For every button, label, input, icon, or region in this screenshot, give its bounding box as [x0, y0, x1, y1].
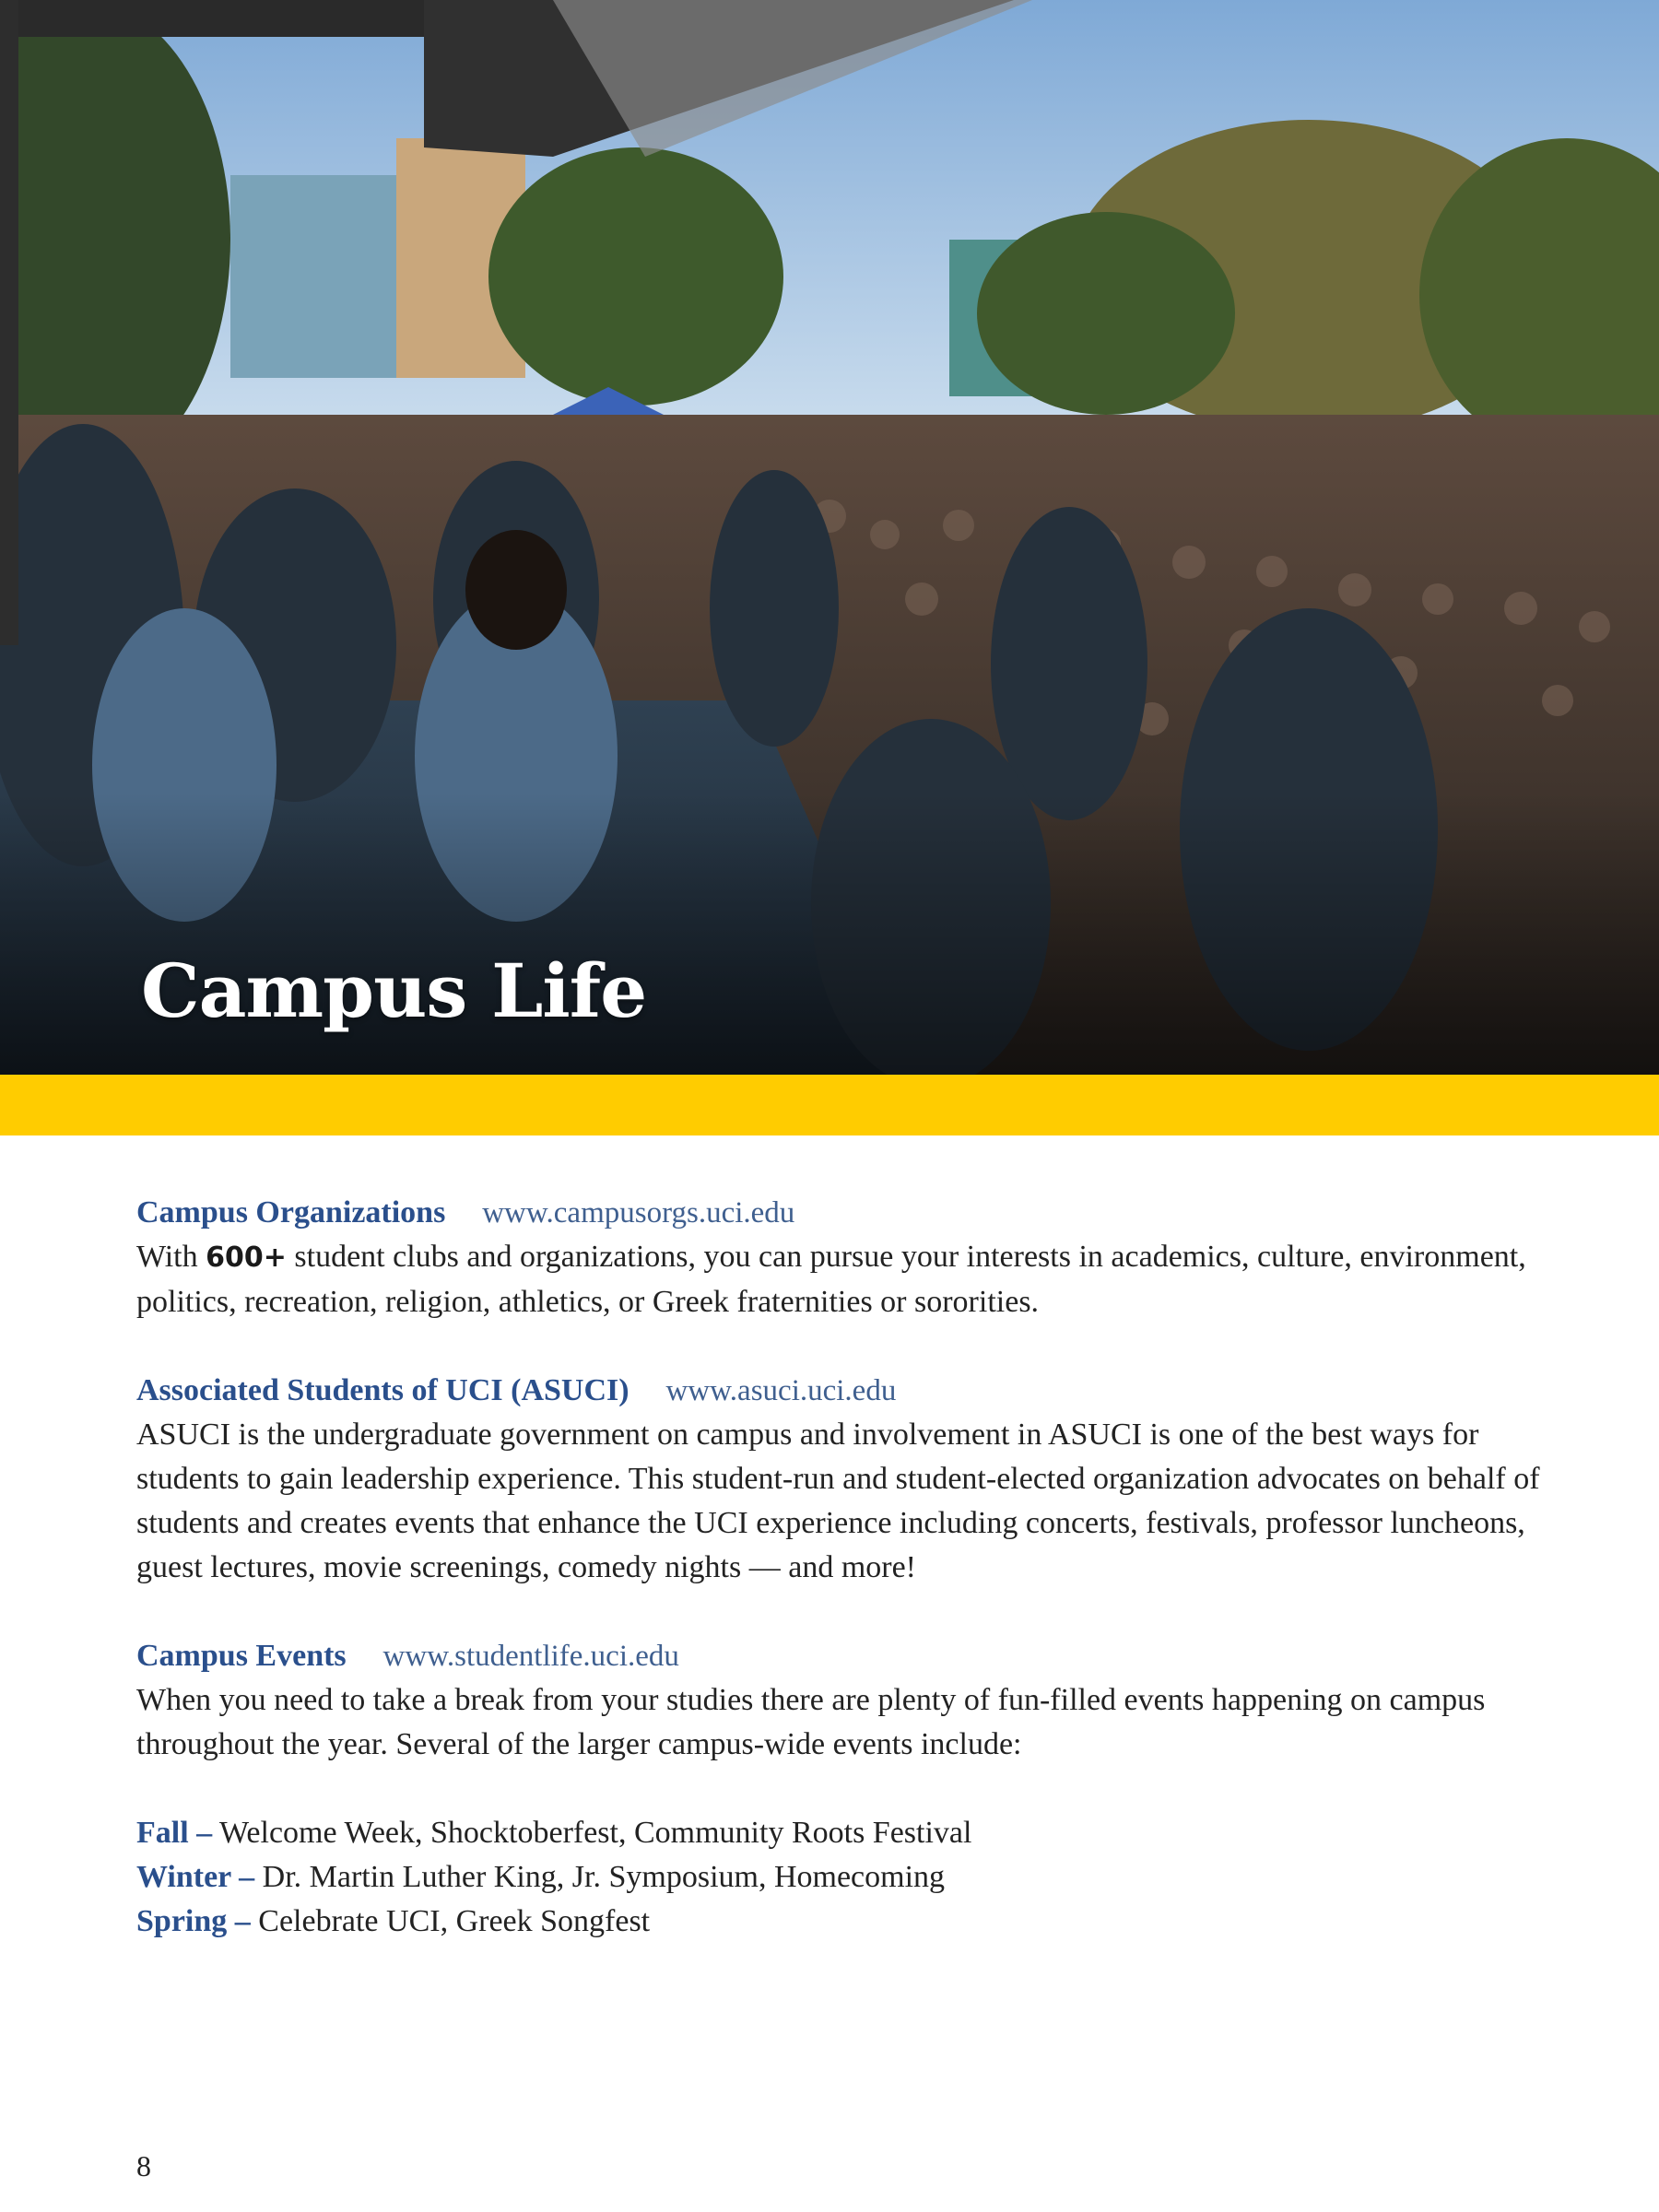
section-heading-line [136, 1634, 1556, 1678]
body-text: student clubs and organizations, you can pursue your interests in academics, culture, environment, politics, recreation, religion, athletics, or Greek fraternities or sororities. [136, 1240, 1526, 1319]
events-list [136, 1811, 1556, 1944]
page-number: 8 [136, 2149, 151, 2183]
section-body [136, 1235, 1556, 1324]
event-list: Welcome Week, Shocktoberfest, Community Roots Festival [212, 1816, 972, 1850]
event-season: Spring – [136, 1904, 251, 1938]
section-campus-organizations [136, 1191, 1556, 1324]
crowd-concert-photo-icon [0, 0, 1659, 1075]
section-heading-line [136, 1191, 1556, 1235]
section-asuci [136, 1369, 1556, 1590]
event-list: Celebrate UCI, Greek Songfest [250, 1904, 651, 1938]
section-url-link[interactable]: www.campusorgs.uci.edu [482, 1196, 795, 1230]
section-url-link[interactable]: www.asuci.uci.edu [665, 1374, 897, 1407]
event-list: Dr. Martin Luther King, Jr. Symposium, Homecoming [254, 1860, 946, 1894]
section-heading: Campus Events [136, 1639, 347, 1673]
accent-band [0, 1075, 1659, 1135]
section-heading: Associated Students of UCI (ASUCI) [136, 1373, 629, 1407]
event-season: Fall – [136, 1816, 213, 1850]
event-season: Winter – [136, 1860, 255, 1894]
section-url-link[interactable]: www.studentlife.uci.edu [382, 1640, 679, 1673]
main-content [136, 1191, 1556, 1988]
section-heading-line [136, 1369, 1556, 1413]
section-body: ASUCI is the undergraduate government on campus and involvement in ASUCI is one of the best ways for students to gain leadership experience. This student-run and student-elected organization advocates on behalf of students and creates events that enhance the UCI experience including concerts, festivals, professor luncheons, guest lectures, movie screenings, comedy nights — and more! [136, 1418, 1540, 1584]
event-line-spring [136, 1900, 1556, 1944]
page-title: Campus Life [141, 947, 647, 1034]
hero-photo [0, 0, 1659, 1075]
body-text: With [136, 1240, 206, 1274]
section-heading: Campus Organizations [136, 1195, 446, 1230]
section-campus-events [136, 1634, 1556, 1944]
event-line-winter [136, 1855, 1556, 1900]
section-body: When you need to take a break from your studies there are plenty of fun-filled events happening on campus throughout the year. Several of the larger campus-wide events include: [136, 1683, 1486, 1761]
event-line-fall [136, 1811, 1556, 1855]
emphasis-count: 600+ [206, 1241, 287, 1274]
